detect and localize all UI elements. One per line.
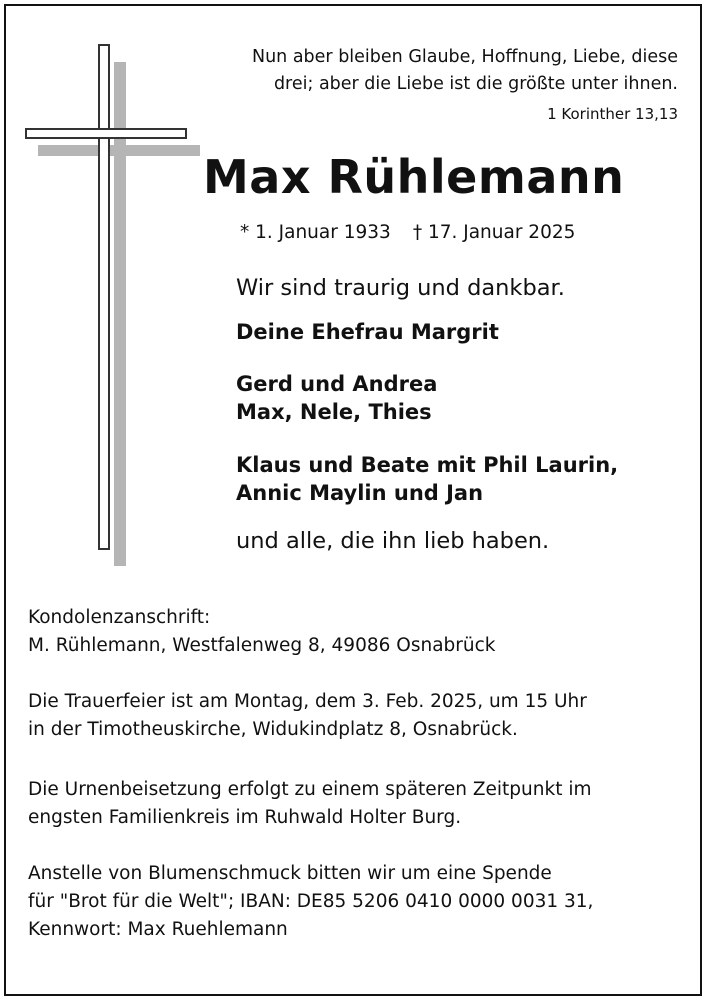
funeral-service-block	[28, 688, 587, 744]
donation-line-2: für "Brot für die Welt"; IBAN: DE85 5206 0410 0000 0031 31,	[28, 891, 594, 912]
donation-line-1: Anstelle von Blumenschmuck bitten wir um eine Spende	[28, 863, 552, 884]
donation-block	[28, 860, 593, 944]
condolence-address-block	[28, 604, 496, 660]
cross-shadow-horizontal	[38, 145, 200, 156]
verse-line-1: Nun aber bleiben Glaube, Hoffnung, Liebe, diese	[252, 47, 678, 67]
burial-line-2: engsten Familienkreis im Ruhwald Holter Burg.	[28, 807, 462, 828]
mourners-intro: Wir sind traurig und dankbar.	[236, 275, 565, 301]
donation-line-3: Kennwort: Max Ruehlemann	[28, 919, 288, 940]
burial-line-1: Die Urnenbeisetzung erfolgt zu einem späteren Zeitpunkt im	[28, 779, 592, 800]
burial-block	[28, 776, 592, 832]
verse-line-2: drei; aber die Liebe ist die größte unter ihnen.	[273, 74, 678, 94]
mourner-family-2-line-2: Annic Maylin und Jan	[236, 481, 484, 505]
service-line-1: Die Trauerfeier ist am Montag, dem 3. Feb. 2025, um 15 Uhr	[28, 691, 587, 712]
condolence-address: M. Rühlemann, Westfalenweg 8, 49086 Osnabrück	[28, 635, 496, 656]
mourner-family-1-line-2: Max, Nele, Thies	[236, 400, 432, 424]
condolence-label: Kondolenzanschrift:	[28, 607, 211, 628]
mourner-family-2-line-1: Klaus und Beate mit Phil Laurin,	[236, 453, 619, 477]
deceased-name: Max Rühlemann	[203, 150, 625, 204]
birth-date: * 1. Januar 1933	[240, 222, 391, 243]
service-line-2: in der Timotheuskirche, Widukindplatz 8, Osnabrück.	[28, 719, 518, 740]
mourner-spouse: Deine Ehefrau Margrit	[236, 320, 499, 344]
death-date: † 17. Januar 2025	[412, 222, 576, 243]
cross-vertical-beam	[98, 44, 110, 550]
bible-verse	[158, 44, 678, 98]
mourner-family-1-line-1: Gerd und Andrea	[236, 372, 438, 396]
life-dates	[240, 222, 575, 243]
verse-reference: 1 Korinther 13,13	[547, 105, 678, 123]
mourners-closing: und alle, die ihn lieb haben.	[236, 528, 550, 554]
